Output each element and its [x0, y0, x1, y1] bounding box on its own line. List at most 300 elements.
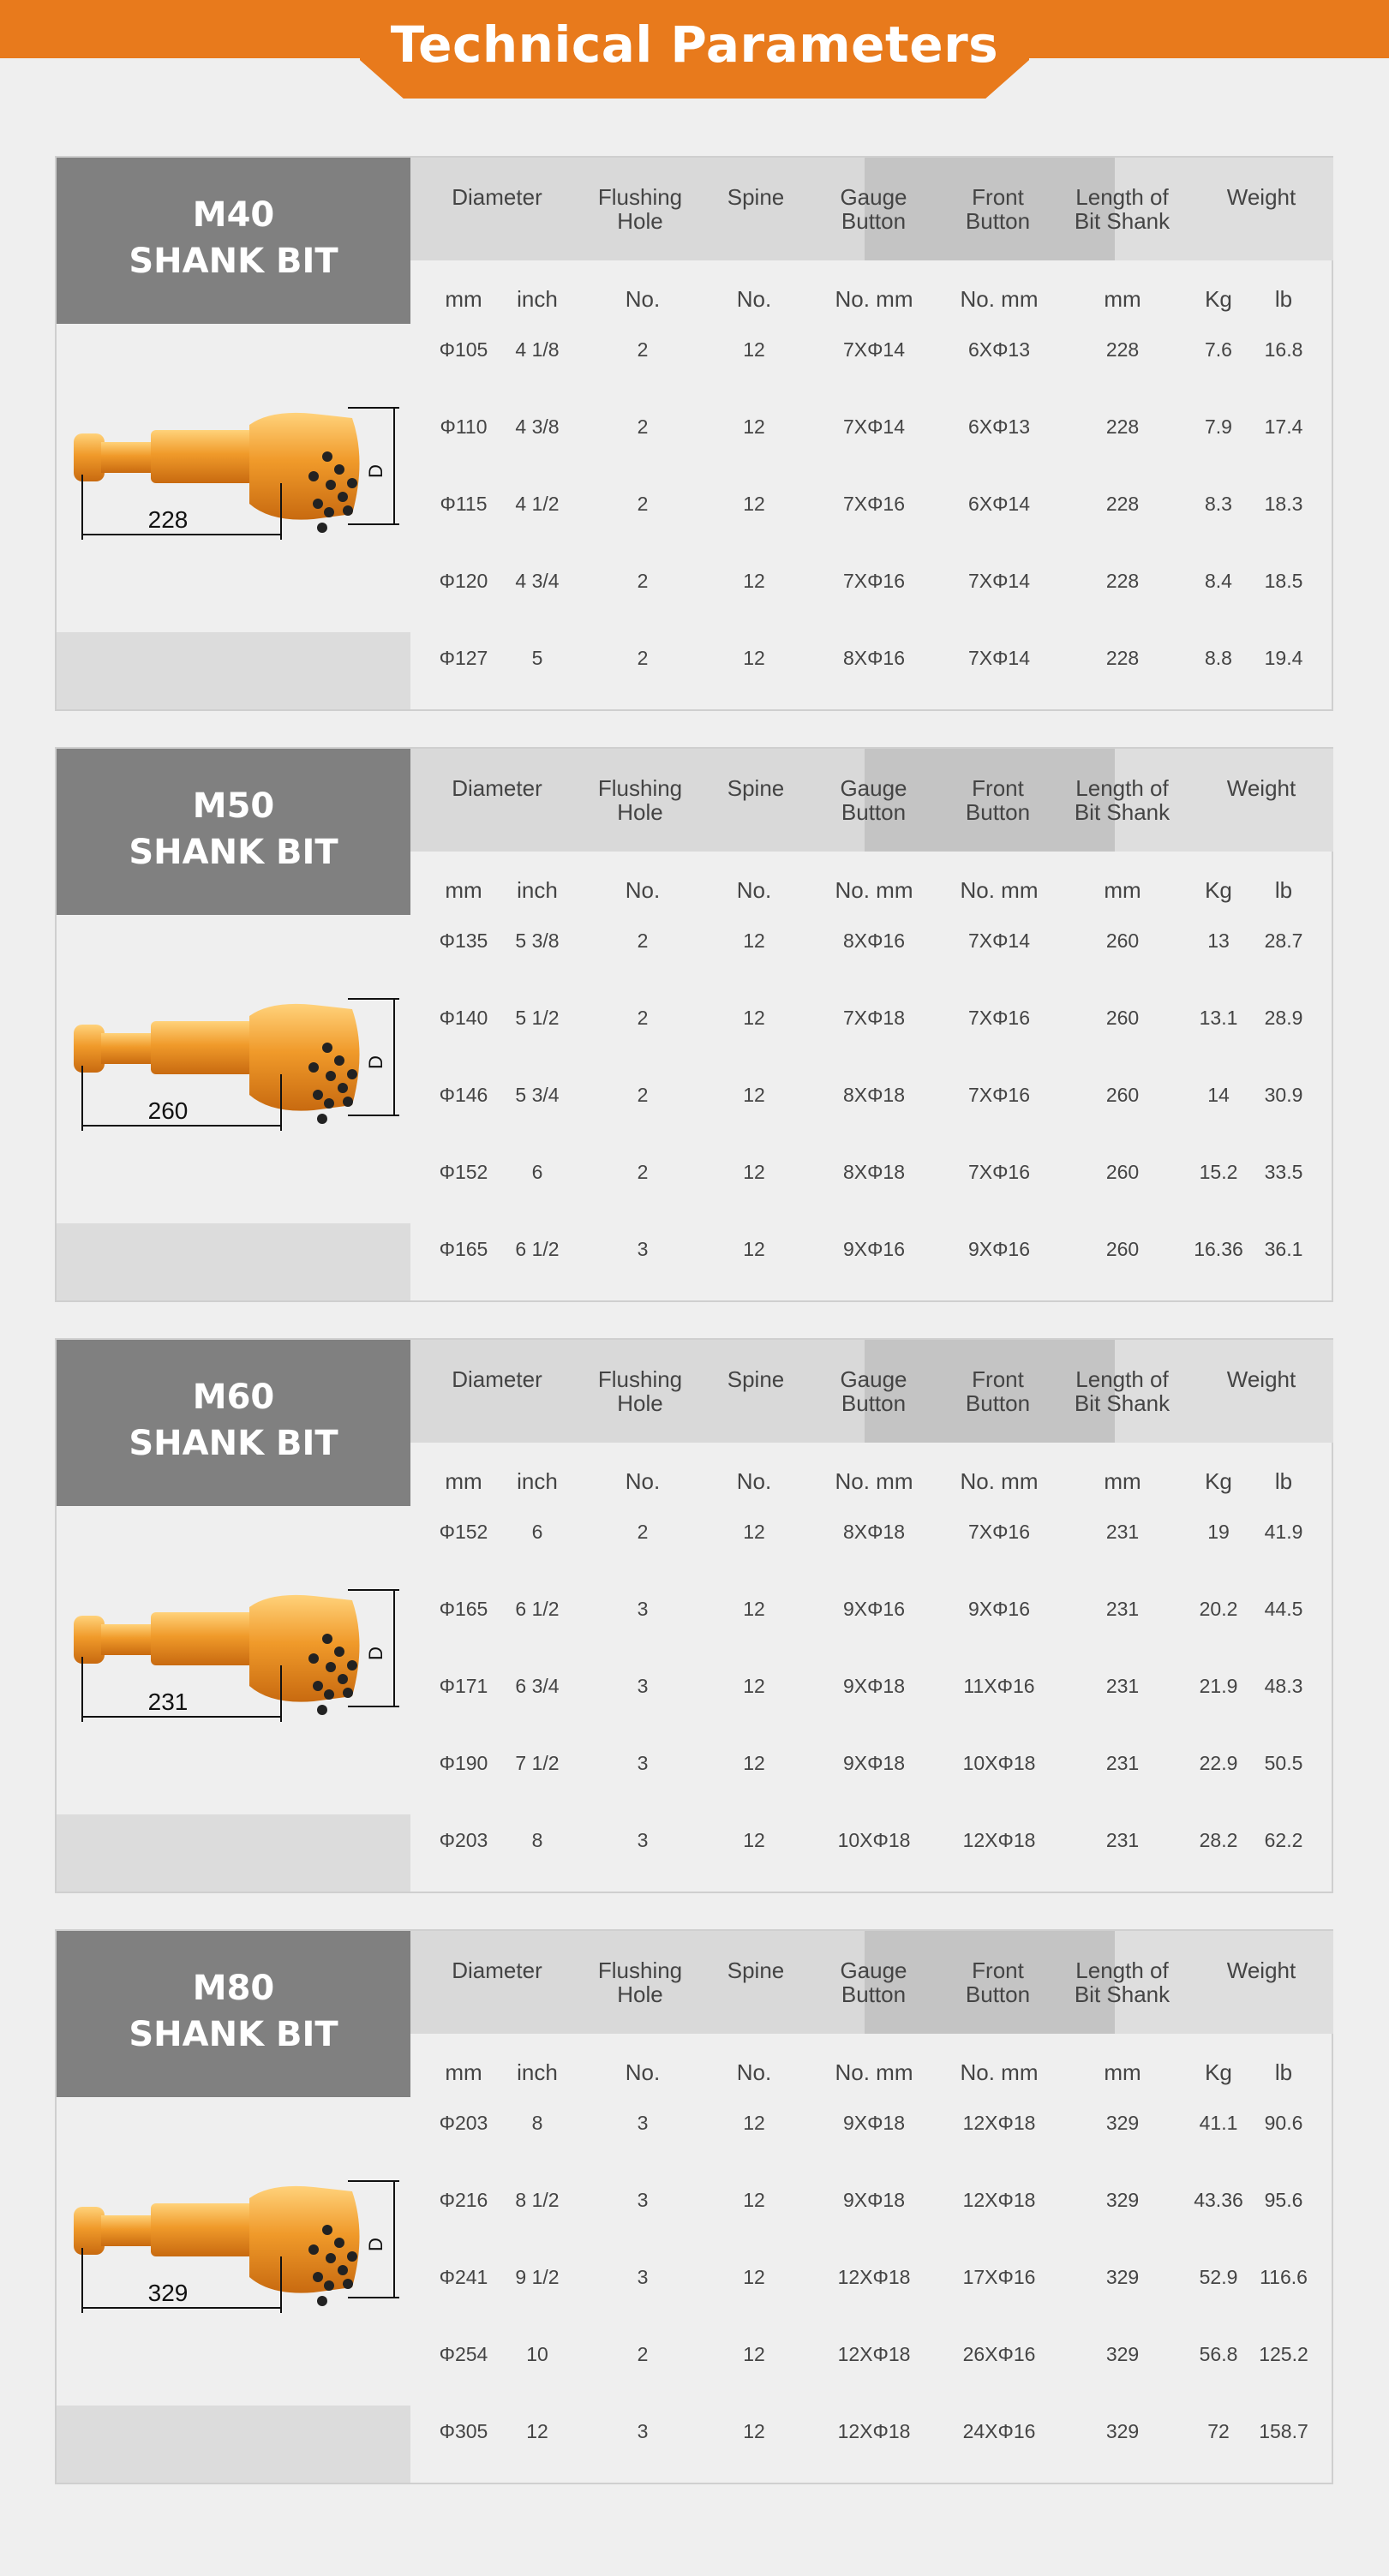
table-cell-spine: 12 [743, 1829, 765, 1851]
table-cell-mm: Φ152 [439, 1521, 488, 1543]
table-cell-inch: 6 1/2 [515, 1238, 560, 1260]
header-flushing-hole-line: Hole [617, 208, 663, 234]
header-gauge-button-line: Button [841, 208, 907, 234]
table-cell-kg: 52.9 [1199, 2266, 1238, 2288]
table-cell-length: 260 [1105, 929, 1140, 952]
table-cell-flushing: 3 [637, 2189, 649, 2211]
table-cell-mm: Φ241 [439, 2266, 488, 2288]
table-cell-front: 9XΦ16 [967, 1598, 1031, 1620]
shank-splines [151, 2203, 254, 2256]
table-cell-lb: 18.3 [1264, 493, 1303, 515]
header-flushing-hole-line: Hole [617, 1390, 663, 1416]
table-cell-lb: 95.6 [1264, 2189, 1303, 2211]
subheader-flushing-no: No. [625, 1468, 661, 1494]
shank-splines [151, 1021, 254, 1074]
header-gauge-button [816, 1931, 931, 2034]
carbide-button-icon [326, 1071, 336, 1081]
header-length-bit-shank-line: Bit Shank [1074, 1390, 1170, 1416]
carbide-button-icon [338, 2265, 348, 2275]
table-cell-flushing: 2 [637, 1521, 649, 1543]
subheader-length-mm: mm [1104, 2059, 1141, 2085]
carbide-button-icon [324, 507, 334, 517]
carbide-button-icon [324, 2280, 334, 2291]
table-cell-flushing: 3 [637, 2266, 649, 2288]
table-cell-mm: Φ135 [439, 929, 488, 952]
header-length-bit-shank [1064, 1340, 1180, 1443]
model-subtitle: SHANK BIT [129, 2015, 338, 2054]
header-diameter-line: Diameter [452, 775, 542, 801]
subheader-inch: inch [517, 877, 558, 903]
table-cell-kg: 43.36 [1194, 2189, 1243, 2211]
table-cell-kg: 20.2 [1199, 1598, 1238, 1620]
spec-panel-m80 [55, 1929, 1333, 2484]
carbide-button-icon [313, 2272, 323, 2282]
table-cell-kg: 7.9 [1205, 415, 1232, 438]
carbide-button-icon [317, 1705, 327, 1715]
table-cell-flushing: 3 [637, 2112, 649, 2134]
subheader-inch: inch [517, 286, 558, 312]
table-cell-mm: Φ203 [439, 1829, 488, 1851]
carbide-button-icon [347, 1660, 357, 1671]
table-cell-flushing: 3 [637, 1598, 649, 1620]
header-spine [704, 158, 807, 260]
header-flushing-hole-line: Flushing [597, 1957, 683, 1983]
header-front-button-line: Front [972, 775, 1024, 801]
table-cell-length: 260 [1105, 1084, 1140, 1106]
table-cell-front: 26XΦ16 [962, 2343, 1036, 2365]
table-cell-gauge: 9XΦ16 [842, 1598, 906, 1620]
subheader-kg: Kg [1205, 2059, 1232, 2085]
table-cell-mm: Φ110 [440, 415, 488, 438]
header-gauge-button-line: Gauge [840, 1957, 907, 1983]
model-title-box [57, 749, 410, 915]
table-cell-inch: 6 3/4 [515, 1675, 560, 1697]
shank-neck [101, 442, 153, 473]
table-cell-inch: 4 1/8 [515, 338, 560, 361]
table-cell-kg: 13 [1207, 929, 1230, 952]
table-cell-lb: 36.1 [1264, 1238, 1303, 1260]
carbide-button-icon [308, 1653, 319, 1664]
table-cell-gauge: 8XΦ18 [842, 1521, 906, 1543]
table-cell-lb: 116.6 [1260, 2266, 1308, 2288]
table-cell-spine: 12 [743, 1752, 765, 1774]
header-diameter [398, 158, 596, 260]
table-cell-lb: 33.5 [1264, 1161, 1303, 1183]
table-cell-gauge: 9XΦ18 [842, 1752, 906, 1774]
header-flushing-hole [576, 158, 704, 260]
model-name: M80 [192, 1969, 275, 2008]
subheader-kg: Kg [1205, 286, 1232, 312]
header-weight [1193, 749, 1330, 852]
subheader-mm: mm [445, 2059, 482, 2085]
table-cell-front: 17XΦ16 [962, 2266, 1036, 2288]
header-diameter [398, 1340, 596, 1443]
table-cell-lb: 62.2 [1264, 1829, 1303, 1851]
shank-tail [74, 1616, 105, 1664]
table-cell-gauge: 12XΦ18 [837, 2420, 911, 2442]
table-cell-gauge: 7XΦ14 [842, 415, 906, 438]
table-cell-flushing: 2 [637, 415, 649, 438]
bottom-left-block [57, 1814, 410, 1892]
table-cell-flushing: 2 [637, 338, 649, 361]
table-cell-inch: 5 3/4 [515, 1084, 560, 1106]
table-cell-front: 12XΦ18 [962, 2112, 1036, 2134]
table-cell-mm: Φ120 [439, 570, 488, 592]
header-flushing-hole-line: Hole [617, 1981, 663, 2007]
header-flushing-hole [576, 749, 704, 852]
carbide-button-icon [308, 471, 319, 481]
carbide-button-icon [343, 505, 353, 516]
shank-tail [74, 1025, 105, 1073]
carbide-button-icon [334, 464, 344, 475]
header-front-button [940, 1340, 1056, 1443]
subheader-flushing-no: No. [625, 877, 661, 903]
subheader-length-mm: mm [1104, 286, 1141, 312]
table-cell-spine: 12 [743, 338, 765, 361]
table-cell-length: 231 [1105, 1752, 1140, 1774]
header-spine-line: Spine [727, 775, 785, 801]
page-title: Technical Parameters [390, 15, 999, 74]
subheader-mm: mm [445, 877, 482, 903]
carbide-button-icon [343, 1097, 353, 1107]
table-cell-mm: Φ203 [439, 2112, 488, 2134]
table-cell-inch: 5 1/2 [515, 1007, 560, 1029]
table-cell-spine: 12 [743, 647, 765, 669]
header-flushing-hole [576, 1340, 704, 1443]
subheader-lb: lb [1274, 2059, 1293, 2085]
carbide-button-icon [343, 1688, 353, 1698]
table-cell-gauge: 10XΦ18 [837, 1829, 911, 1851]
table-cell-kg: 8.3 [1205, 493, 1232, 515]
dimension-label-d: D [365, 2238, 386, 2251]
table-cell-lb: 48.3 [1264, 1675, 1303, 1697]
model-name: M40 [192, 195, 275, 235]
table-cell-inch: 4 3/8 [515, 415, 560, 438]
table-cell-mm: Φ216 [439, 2189, 488, 2211]
table-cell-gauge: 9XΦ16 [842, 1238, 906, 1260]
carbide-button-icon [334, 1055, 344, 1066]
table-cell-spine: 12 [743, 1007, 765, 1029]
header-weight-line: Weight [1226, 184, 1296, 210]
shank-bit-drawing [57, 324, 410, 632]
table-cell-inch: 6 [531, 1161, 543, 1183]
header-length-bit-shank [1064, 158, 1180, 260]
table-cell-flushing: 3 [637, 1675, 649, 1697]
header-front-button-line: Button [965, 1390, 1031, 1416]
shank-neck [101, 1624, 153, 1655]
spec-panel-m60 [55, 1338, 1333, 1893]
table-cell-spine: 12 [743, 493, 765, 515]
header-gauge-button [816, 749, 931, 852]
subheader-inch: inch [517, 2059, 558, 2085]
table-cell-gauge: 7XΦ16 [842, 493, 906, 515]
model-title-box [57, 158, 410, 324]
header-flushing-hole-line: Hole [617, 799, 663, 825]
table-cell-length: 231 [1105, 1521, 1140, 1543]
table-cell-inch: 10 [526, 2343, 548, 2365]
header-front-button [940, 1931, 1056, 2034]
subheader-front-no-mm: No. mm [960, 2059, 1039, 2085]
table-cell-gauge: 7XΦ16 [842, 570, 906, 592]
table-cell-spine: 12 [743, 2189, 765, 2211]
table-cell-length: 228 [1105, 338, 1140, 361]
table-cell-gauge: 12XΦ18 [837, 2266, 911, 2288]
subheader-front-no-mm: No. mm [960, 1468, 1039, 1494]
header-front-button-line: Button [965, 208, 1031, 234]
table-cell-spine: 12 [743, 2266, 765, 2288]
subheader-length-mm: mm [1104, 1468, 1141, 1494]
header-flushing-hole [576, 1931, 704, 2034]
table-cell-lb: 16.8 [1264, 338, 1303, 361]
header-diameter [398, 1931, 596, 2034]
table-cell-gauge: 7XΦ14 [842, 338, 906, 361]
header-front-button-line: Front [972, 1957, 1024, 1983]
spec-panel-m50 [55, 747, 1333, 1302]
table-cell-mm: Φ115 [440, 493, 488, 515]
table-cell-kg: 56.8 [1199, 2343, 1238, 2365]
shank-length-label: 228 [147, 506, 189, 533]
table-cell-flushing: 2 [637, 2343, 649, 2365]
carbide-button-icon [313, 1090, 323, 1100]
header-gauge-button-line: Button [841, 799, 907, 825]
table-cell-mm: Φ190 [439, 1752, 488, 1774]
table-cell-kg: 21.9 [1199, 1675, 1238, 1697]
header-length-bit-shank-line: Bit Shank [1074, 1981, 1170, 2007]
table-cell-inch: 8 1/2 [515, 2189, 560, 2211]
carbide-button-icon [322, 2225, 332, 2235]
table-cell-lb: 158.7 [1259, 2420, 1308, 2442]
table-cell-flushing: 2 [637, 1084, 649, 1106]
table-cell-spine: 12 [743, 1598, 765, 1620]
table-cell-spine: 12 [743, 1521, 765, 1543]
header-weight [1193, 158, 1330, 260]
table-cell-kg: 14 [1207, 1084, 1230, 1106]
subheader-spine-no: No. [736, 286, 772, 312]
shank-bit-image [57, 324, 410, 632]
carbide-button-icon [308, 1062, 319, 1073]
table-cell-spine: 12 [743, 1084, 765, 1106]
carbide-button-icon [317, 1114, 327, 1124]
table-cell-front: 7XΦ16 [967, 1521, 1031, 1543]
table-cell-gauge: 9XΦ18 [842, 2112, 906, 2134]
shank-length-label: 260 [147, 1097, 189, 1124]
carbide-button-icon [317, 2296, 327, 2306]
table-cell-lb: 90.6 [1264, 2112, 1303, 2134]
header-weight [1193, 1931, 1330, 2034]
dimension-label-d: D [365, 1647, 386, 1660]
table-cell-front: 7XΦ16 [967, 1084, 1031, 1106]
header-spine-line: Spine [727, 1366, 785, 1392]
table-cell-inch: 12 [526, 2420, 548, 2442]
table-cell-kg: 13.1 [1199, 1007, 1238, 1029]
subheader-gauge-no-mm: No. mm [835, 2059, 913, 2085]
table-cell-length: 329 [1105, 2343, 1140, 2365]
model-title-box [57, 1340, 410, 1506]
table-cell-kg: 8.8 [1205, 647, 1232, 669]
table-cell-inch: 4 3/4 [515, 570, 560, 592]
carbide-button-icon [324, 1689, 334, 1700]
carbide-button-icon [313, 1681, 323, 1691]
table-cell-length: 231 [1105, 1829, 1140, 1851]
table-cell-gauge: 9XΦ18 [842, 2189, 906, 2211]
table-cell-spine: 12 [743, 2112, 765, 2134]
header-front-button [940, 749, 1056, 852]
subheader-mm: mm [445, 1468, 482, 1494]
model-subtitle: SHANK BIT [129, 1424, 338, 1463]
table-cell-length: 231 [1105, 1675, 1140, 1697]
header-spine-line: Spine [727, 1957, 785, 1983]
table-cell-gauge: 12XΦ18 [837, 2343, 911, 2365]
table-cell-front: 11XΦ16 [963, 1675, 1035, 1697]
carbide-button-icon [347, 2251, 357, 2262]
carbide-button-icon [308, 2244, 319, 2255]
header-diameter-line: Diameter [452, 184, 542, 210]
table-cell-flushing: 2 [637, 570, 649, 592]
table-cell-front: 7XΦ14 [967, 570, 1031, 592]
header-front-button-line: Button [965, 1981, 1031, 2007]
table-cell-lb: 44.5 [1264, 1598, 1303, 1620]
bottom-left-block [57, 632, 410, 709]
model-subtitle: SHANK BIT [129, 242, 338, 281]
header-gauge-button-line: Gauge [840, 184, 907, 210]
table-cell-length: 329 [1105, 2266, 1140, 2288]
table-cell-mm: Φ171 [439, 1675, 488, 1697]
subheader-kg: Kg [1205, 877, 1232, 903]
subheader-spine-no: No. [736, 877, 772, 903]
table-cell-flushing: 3 [637, 2420, 649, 2442]
header-gauge-button-line: Gauge [840, 775, 907, 801]
table-cell-lb: 30.9 [1264, 1084, 1303, 1106]
table-cell-kg: 28.2 [1199, 1829, 1238, 1851]
header-length-bit-shank-line: Bit Shank [1074, 208, 1170, 234]
table-cell-mm: Φ254 [439, 2343, 488, 2365]
subheader-flushing-no: No. [625, 286, 661, 312]
subheader-front-no-mm: No. mm [960, 286, 1039, 312]
header-length-bit-shank-line: Bit Shank [1074, 799, 1170, 825]
table-cell-flushing: 2 [637, 1007, 649, 1029]
subheader-spine-no: No. [736, 2059, 772, 2085]
table-cell-front: 10XΦ18 [962, 1752, 1036, 1774]
table-cell-front: 12XΦ18 [962, 2189, 1036, 2211]
carbide-button-icon [326, 480, 336, 490]
table-cell-front: 6XΦ14 [967, 493, 1031, 515]
table-cell-front: 7XΦ16 [967, 1007, 1031, 1029]
table-cell-inch: 8 [531, 1829, 543, 1851]
header-front-button-line: Button [965, 799, 1031, 825]
table-cell-flushing: 2 [637, 493, 649, 515]
subheader-spine-no: No. [736, 1468, 772, 1494]
table-cell-kg: 8.4 [1205, 570, 1232, 592]
subheader-lb: lb [1274, 877, 1293, 903]
header-gauge-button-line: Gauge [840, 1366, 907, 1392]
header-gauge-button [816, 1340, 931, 1443]
header-front-button [940, 158, 1056, 260]
header-weight-line: Weight [1226, 1957, 1296, 1983]
table-cell-inch: 4 1/2 [515, 493, 560, 515]
shank-length-label: 329 [147, 2280, 189, 2306]
table-cell-spine: 12 [743, 929, 765, 952]
table-cell-lb: 28.7 [1264, 929, 1303, 952]
header-weight-line: Weight [1226, 1366, 1296, 1392]
table-cell-spine: 12 [743, 570, 765, 592]
table-cell-length: 260 [1105, 1238, 1140, 1260]
table-cell-mm: Φ127 [439, 647, 488, 669]
table-cell-length: 228 [1105, 647, 1140, 669]
table-cell-kg: 15.2 [1199, 1161, 1238, 1183]
table-cell-spine: 12 [743, 415, 765, 438]
header-spine [704, 1931, 807, 2034]
header-flushing-hole-line: Flushing [597, 184, 683, 210]
table-cell-flushing: 3 [637, 1829, 649, 1851]
carbide-button-icon [322, 451, 332, 462]
carbide-button-icon [338, 1083, 348, 1093]
table-cell-spine: 12 [743, 1675, 765, 1697]
model-title-box [57, 1931, 410, 2097]
shank-tail [74, 2207, 105, 2255]
table-cell-length: 260 [1105, 1161, 1140, 1183]
table-cell-front: 6XΦ13 [967, 415, 1031, 438]
shank-bit-image [57, 1506, 410, 1814]
table-cell-inch: 9 1/2 [515, 2266, 560, 2288]
table-cell-mm: Φ146 [439, 1084, 488, 1106]
model-subtitle: SHANK BIT [129, 833, 338, 872]
subheader-lb: lb [1274, 286, 1293, 312]
header-length-bit-shank [1064, 749, 1180, 852]
subheader-gauge-no-mm: No. mm [835, 1468, 913, 1494]
dimension-label-d: D [365, 1055, 386, 1069]
subheader-lb: lb [1274, 1468, 1293, 1494]
header-length-bit-shank-line: Length of [1075, 184, 1169, 210]
table-cell-length: 329 [1105, 2112, 1140, 2134]
header-spine [704, 1340, 807, 1443]
table-cell-gauge: 8XΦ18 [842, 1161, 906, 1183]
header-spine [704, 749, 807, 852]
shank-neck [101, 1033, 153, 1064]
dimension-label-d: D [365, 464, 386, 478]
table-cell-length: 231 [1105, 1598, 1140, 1620]
table-cell-inch: 5 [531, 647, 543, 669]
table-cell-kg: 16.36 [1194, 1238, 1243, 1260]
header-weight [1193, 1340, 1330, 1443]
subheader-kg: Kg [1205, 1468, 1232, 1494]
table-cell-kg: 41.1 [1199, 2112, 1238, 2134]
header-diameter [398, 749, 596, 852]
carbide-button-icon [334, 1647, 344, 1657]
header-diameter-line: Diameter [452, 1957, 542, 1983]
table-cell-flushing: 3 [637, 1752, 649, 1774]
table-cell-length: 329 [1105, 2189, 1140, 2211]
table-cell-inch: 8 [531, 2112, 543, 2134]
carbide-button-icon [338, 1674, 348, 1684]
table-cell-lb: 50.5 [1264, 1752, 1303, 1774]
table-cell-front: 6XΦ13 [967, 338, 1031, 361]
model-name: M60 [192, 1378, 275, 1417]
subheader-gauge-no-mm: No. mm [835, 286, 913, 312]
shank-splines [151, 1612, 254, 1665]
table-cell-length: 329 [1105, 2420, 1140, 2442]
table-cell-lb: 125.2 [1259, 2343, 1308, 2365]
table-cell-spine: 12 [743, 2343, 765, 2365]
carbide-button-icon [322, 1634, 332, 1644]
table-cell-kg: 22.9 [1199, 1752, 1238, 1774]
header-front-button-line: Front [972, 1366, 1024, 1392]
header-flushing-hole-line: Flushing [597, 775, 683, 801]
table-cell-gauge: 9XΦ18 [842, 1675, 906, 1697]
table-cell-length: 228 [1105, 415, 1140, 438]
table-cell-gauge: 8XΦ18 [842, 1084, 906, 1106]
spec-panel-m40 [55, 156, 1333, 711]
subheader-flushing-no: No. [625, 2059, 661, 2085]
